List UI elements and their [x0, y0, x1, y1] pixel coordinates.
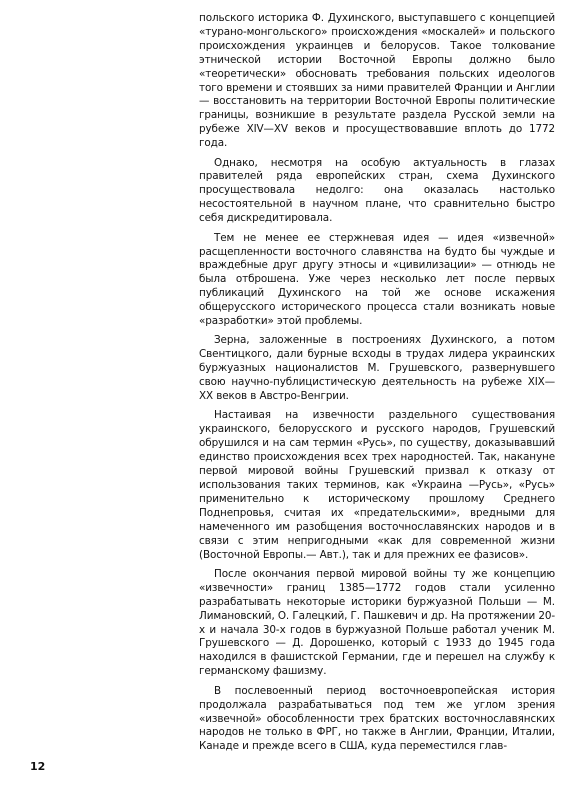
paragraph: В послевоенный период восточноевропейская история продолжала разрабатываться под тем же углом зрения «извечной» обособленности трех братских восточнославянских народов не только в ФРГ, но также в Англии, Франции, Италии, Канаде и прежде всего в США, куда переместился глав-: [199, 684, 555, 753]
paragraph: Зерна, заложенные в построениях Духинского, а потом Свентицкого, дали бурные всходы в трудах лидера украинских буржуазных националистов М. Грушевского, развернувшего свою научно-публицистическую деятельность на рубеже XIX—XX веков в Австро-Венгрии.: [199, 334, 555, 403]
paragraph: После окончания первой мировой войны ту же концепцию «извечности» границ 1385—1772 годов стали усиленно разрабатывать некоторые историки буржуазной Польши — М. Лимановский, О. Галецкий, Г. Пашкевич и др. На протяжении 20-х и начала 30-х годов в буржуазной Польше работал ученик М. Грушевского — Д. Дорошенко, который с 1933 до 1945 года находился в фашистской Германии, где и перешел на службу к германскому фашизму.: [199, 567, 555, 678]
paragraph: Однако, несмотря на особую актуальность в глазах правителей ряда европейских стран, схема Духинского просуществовала недолго: она оказалась настолько несостоятельной в научном плане, что сравнительно быстро себя дискредитировала.: [199, 156, 555, 225]
body-text: [199, 12, 555, 760]
page-number: 12: [30, 760, 46, 773]
paragraph: польского историка Ф. Духинского, выступавшего с концепцией «турано-монгольского» происхождения «москалей» и польского происхождения украинцев и белорусов. Такое толкование этнической истории Восточной Европы должно было «теоретически» обосновать требования польских идеологов того времени и стоявших за ними правителей Франции и Англии — восстановить на территории Восточной Европы политические границы, возникшие в результате раздела Русской земли на рубеже XIV—XV веков и просуществовавшие вплоть до 1772 года.: [199, 12, 555, 150]
paragraph: Настаивая на извечности раздельного существования украинского, белорусского и русского народов, Грушевский обрушился и на сам термин «Русь», по существу, доказывавший единство происхождения всех трех народностей. Так, накануне первой мировой войны Грушевский призвал к отказу от использования таких терминов, как «Украина —Русь», «Русь» применительно к историческому прошлому Среднего Поднепровья, считая их «предательскими», вредными для намеченного им разобщения восточнославянских народов и в связи с этим непригодными «как для современной жизни (Восточной Европы.— Авт.), так и для прежних ее фазисов».: [199, 409, 555, 561]
paragraph: Тем не менее ее стержневая идея — идея «извечной» расщепленности восточного славянства на будто бы чуждые и враждебные друг другу этносы и «цивилизации» — отнюдь не была отброшена. Уже через несколько лет после первых публикаций Духинского на той же основе искажения общерусского исторического процесса стали возникать новые «разработки» этой проблемы.: [199, 231, 555, 328]
